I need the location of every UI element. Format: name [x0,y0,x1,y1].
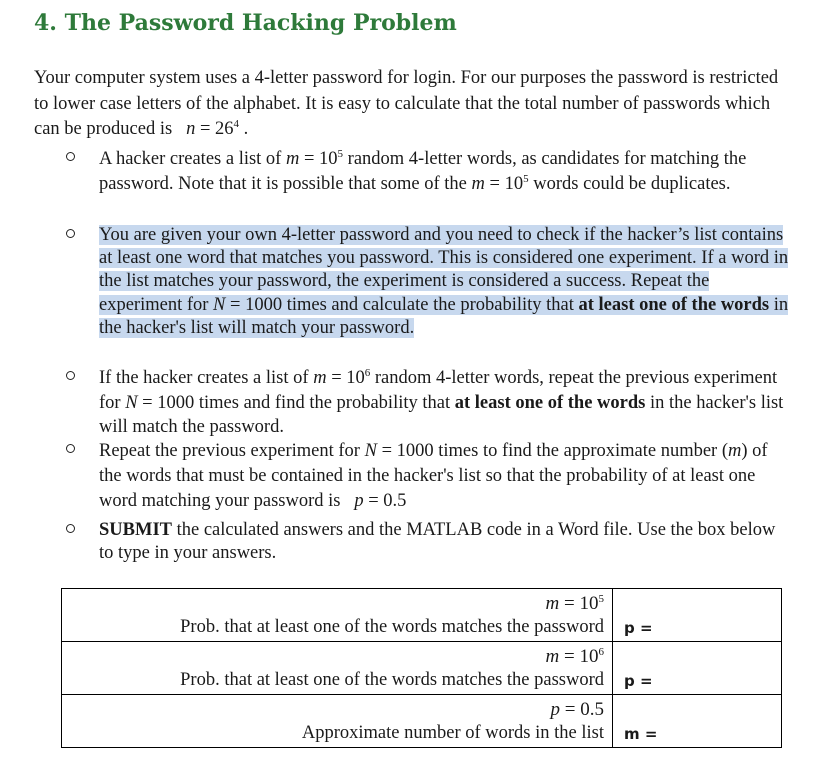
selected-text[interactable]: You are given your own 4-letter password and you need to check if the hacker’s list contains at least one word that matches you password. This is considered one experiment. If a word in the list matches your password, the experiment is considered a success. Repeat the experiment for N = 1000 times and calculate the probability that at least one of the words in the hacker's list will match your password. [99,225,789,338]
formula-var: n [186,119,196,139]
list-item: SUBMIT the calculated answers and the MATLAB code in a Word file. Use the box below to type in your answers. [99,519,789,565]
bullet-icon [66,229,75,238]
answer-cell[interactable]: m = [624,725,658,743]
list-item: If the hacker creates a list of $m = 10^6$ random 4-letter words, repeat the previous experiment for N = 1000 times and find the probability that at least one of the words in the hacker's list will match the password. [99,366,789,440]
bullet-icon [66,444,75,453]
section-heading: 4. The Password Hacking Problem [34,10,457,36]
question-cell: p = 0.5 Approximate number of words in the list [62,695,613,747]
total-passwords-formula [177,119,248,139]
list-item: Repeat the previous experiment for N = 1000 times to find the approximate number (m) of the words that must be contained in the hacker's list so that the probability of at least one word matching your password is p = 0.5 [99,439,789,514]
formula-end: . [239,119,249,139]
answer-table [61,588,782,748]
list-item: A hacker creates a list of $m = 10^5$ random 4-letter words, as candidates for matching the password. Note that it is possible that some of the $m = 10^5$ words could be duplicates. [99,147,789,197]
formula-exp: 4 [233,118,239,130]
bullet-icon [66,152,75,161]
answer-cell[interactable]: p = [624,672,653,690]
bullet-icon [66,371,75,380]
question-cell: $m = 10^5$ Prob. that at least one of the words matches the password [62,589,613,641]
intro-text: Your computer system uses a 4-letter password for login. For our purposes the password is restricted to lower case letters of the alphabet. It is easy to calculate that the total number of passwords which can be produced is [34,68,779,139]
formula-eq: = 26 [195,119,234,139]
table-row [62,642,781,694]
intro-paragraph [34,66,794,143]
table-row [62,589,781,641]
question-cell: $m = 10^6$ Prob. that at least one of the words matches the password [62,642,613,694]
list-item-selected[interactable] [99,224,789,340]
bullet-icon [66,524,75,533]
answer-cell[interactable]: p = [624,619,653,637]
table-row [62,695,781,747]
